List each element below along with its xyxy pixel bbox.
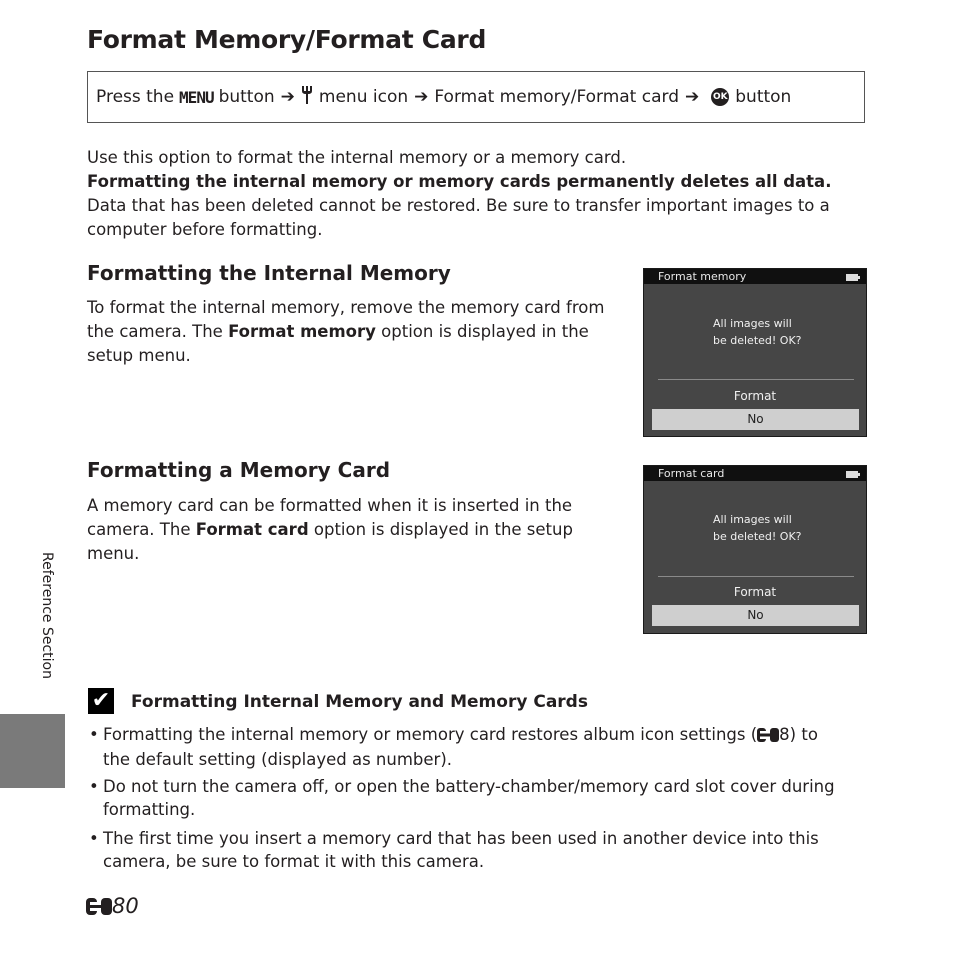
page-ref: 8 bbox=[779, 725, 790, 744]
message-line: be deleted! OK? bbox=[713, 530, 802, 543]
heading-memory-card: Formatting a Memory Card bbox=[87, 458, 391, 482]
bullet-icon: • bbox=[89, 725, 99, 744]
message-line: All images will bbox=[713, 317, 792, 330]
heading-internal-memory: Formatting the Internal Memory bbox=[87, 261, 451, 285]
screen-title: Format memory bbox=[658, 270, 747, 283]
divider bbox=[658, 379, 854, 380]
bullet-icon: • bbox=[89, 829, 99, 848]
wrench-icon bbox=[301, 86, 313, 109]
option-no[interactable]: No bbox=[652, 409, 859, 430]
option-format[interactable]: Format bbox=[733, 389, 777, 403]
text: A memory card can be formatted when it is inserted in the camera. The bbox=[87, 496, 573, 539]
section-tab bbox=[0, 714, 65, 788]
text: ) to the default setting (displayed as number). bbox=[103, 725, 818, 769]
camera-screen-format-card bbox=[643, 465, 867, 634]
bullet-icon: • bbox=[89, 777, 99, 796]
message-line: be deleted! OK? bbox=[713, 334, 802, 347]
screen-title-bar bbox=[644, 466, 866, 481]
warning-text: Formatting the internal memory or memory cards permanently deletes all data. bbox=[87, 172, 832, 191]
screen-title-bar bbox=[644, 269, 866, 284]
nav-button-word: button bbox=[218, 87, 275, 107]
format-memory-term: Format memory bbox=[228, 322, 376, 341]
ok-button-icon: OK bbox=[711, 88, 729, 106]
intro-paragraph bbox=[87, 146, 877, 242]
arrow-right-icon: ➔ bbox=[414, 87, 429, 107]
page-number-value: 80 bbox=[112, 894, 139, 918]
screen-message bbox=[644, 315, 866, 349]
screen-title: Format card bbox=[658, 467, 725, 480]
page-title: Format Memory/Format Card bbox=[87, 25, 487, 54]
side-section-label: Reference Section bbox=[39, 552, 55, 679]
nav-button-word-2: button bbox=[735, 87, 792, 107]
nav-path-item: Format memory/Format card bbox=[434, 87, 679, 107]
battery-icon bbox=[846, 274, 858, 281]
battery-icon bbox=[846, 471, 858, 478]
option-no[interactable]: No bbox=[652, 605, 859, 626]
internal-memory-description bbox=[87, 296, 617, 368]
intro-line: Use this option to format the internal memory or a memory card. bbox=[87, 148, 627, 167]
warning-detail: Data that has been deleted cannot be restored. Be sure to transfer important images to a computer before formatting. bbox=[87, 196, 830, 239]
message-line: All images will bbox=[713, 513, 792, 526]
menu-path-box bbox=[87, 71, 865, 123]
reference-section-icon bbox=[757, 725, 779, 748]
screen-message bbox=[644, 511, 866, 545]
text: option is displayed in the setup menu. bbox=[87, 322, 589, 365]
text: To format the internal memory, remove the memory card from the camera. The bbox=[87, 298, 605, 341]
note-bullet-1 bbox=[103, 723, 843, 771]
memory-card-description bbox=[87, 494, 597, 566]
nav-press-the: Press the bbox=[96, 87, 175, 107]
arrow-right-icon: ➔ bbox=[685, 87, 700, 107]
divider bbox=[658, 576, 854, 577]
note-bullet-3: The first time you insert a memory card that has been used in another device into this camera, be sure to format it with this camera. bbox=[103, 829, 819, 871]
option-format[interactable]: Format bbox=[733, 585, 777, 599]
text: option is displayed in the setup menu. bbox=[87, 520, 573, 563]
arrow-right-icon: ➔ bbox=[280, 87, 295, 107]
page-number bbox=[86, 894, 139, 920]
camera-screen-format-memory bbox=[643, 268, 867, 437]
note-bullet-2: Do not turn the camera off, or open the battery-chamber/memory card slot cover during formatting. bbox=[103, 777, 835, 819]
caution-check-icon: ✔ bbox=[88, 688, 114, 714]
note-title: Formatting Internal Memory and Memory Cards bbox=[131, 692, 588, 712]
menu-button-icon: MENU bbox=[179, 87, 214, 107]
nav-menu-icon-text: menu icon bbox=[318, 87, 409, 107]
format-card-term: Format card bbox=[195, 520, 309, 539]
text: Formatting the internal memory or memory card restores album icon settings ( bbox=[103, 725, 758, 744]
reference-section-icon bbox=[86, 896, 112, 920]
